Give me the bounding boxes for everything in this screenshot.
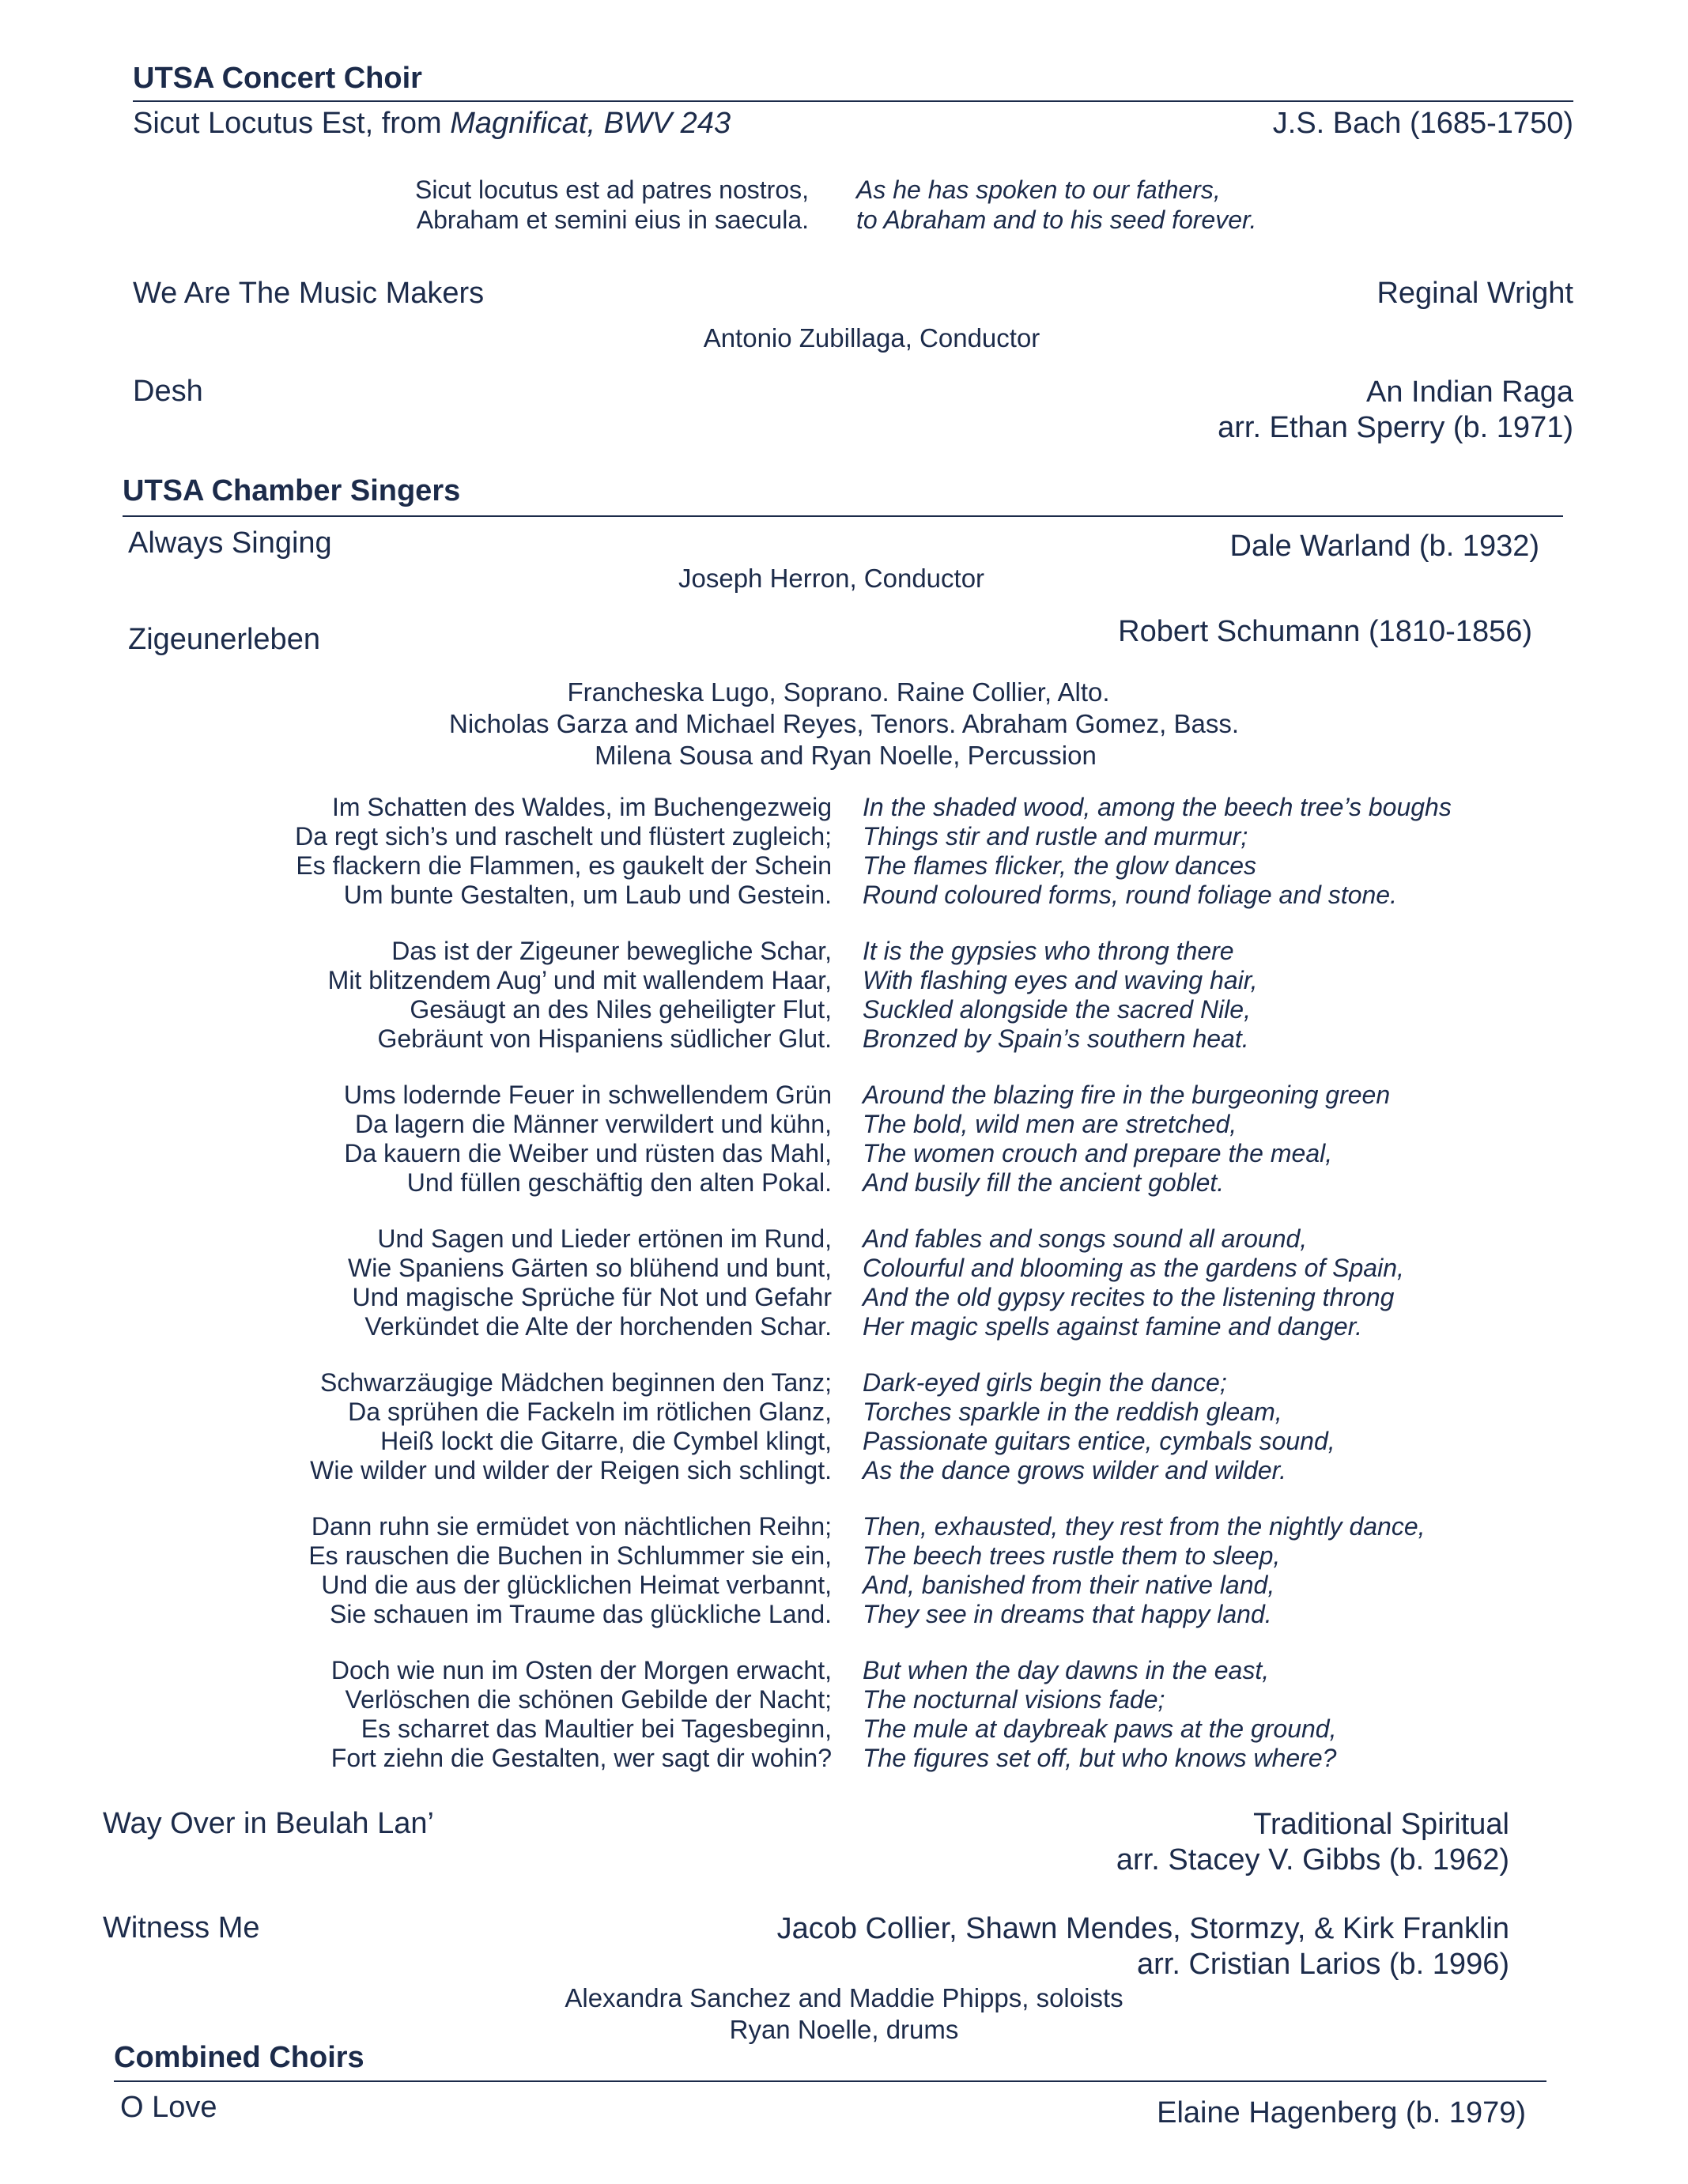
stanza-german bbox=[331, 1656, 832, 1773]
translation-line: The mule at daybreak paws at the ground, bbox=[863, 1714, 1337, 1743]
piece-title-zigeunerleben: Zigeunerleben bbox=[128, 623, 320, 656]
lyric-line: Da regt sich’s und raschelt und flüstert zugleich; bbox=[295, 822, 832, 851]
piece-title-desh: Desh bbox=[133, 375, 203, 408]
translation-line: The nocturnal visions fade; bbox=[863, 1685, 1165, 1714]
lyric-line: Fort ziehn die Gestalten, wer sagt dir wohin? bbox=[330, 1744, 832, 1772]
translation-line: They see in dreams that happy land. bbox=[863, 1600, 1272, 1628]
lyric-line: Schwarzäugige Mädchen beginnen den Tanz; bbox=[320, 1368, 832, 1397]
translation-line: Torches sparkle in the reddish gleam, bbox=[863, 1398, 1282, 1426]
translation-line: In the shaded wood, among the beech tree’s boughs bbox=[863, 793, 1452, 821]
translation-line: Things stir and rustle and murmur; bbox=[863, 822, 1248, 851]
lyric-line: Doch wie nun im Osten der Morgen erwacht, bbox=[330, 1656, 832, 1684]
translation-line: Around the blazing fire in the burgeoning green bbox=[863, 1081, 1391, 1109]
piece-title-always-singing: Always Singing bbox=[128, 526, 332, 560]
lyric-line: Und füllen geschäftig den alten Pokal. bbox=[406, 1168, 832, 1197]
stanza-german bbox=[348, 1224, 832, 1341]
lyric-line: Im Schatten des Waldes, im Buchengezweig bbox=[331, 793, 832, 821]
composer-bach: J.S. Bach (1685-1750) bbox=[1272, 107, 1573, 140]
translation-line: The flames flicker, the glow dances bbox=[863, 851, 1257, 880]
translation-line: Round coloured forms, round foliage and stone. bbox=[863, 881, 1397, 909]
lyric-line: Verlöschen die schönen Gebilde der Nacht; bbox=[345, 1685, 832, 1714]
translation-line: And the old gypsy recites to the listening throng bbox=[863, 1283, 1395, 1311]
translation-line: The beech trees rustle them to sleep, bbox=[863, 1541, 1281, 1570]
soloists-credit: Alexandra Sanchez and Maddie Phipps, soloists Ryan Noelle, drums bbox=[565, 1983, 1123, 2044]
translation-line: The women crouch and prepare the meal, bbox=[863, 1139, 1333, 1167]
lyric-line: Es scharret das Maultier bei Tagesbeginn, bbox=[361, 1714, 832, 1743]
translation-line: As the dance grows wilder and wilder. bbox=[863, 1456, 1286, 1484]
stanza-english bbox=[863, 937, 1258, 1054]
section-heading-chamber-singers: UTSA Chamber Singers bbox=[123, 474, 461, 507]
conductor-credit: Antonio Zubillaga, Conductor bbox=[703, 323, 1040, 353]
lyric-line: Es flackern die Flammen, es gaukelt der Schein bbox=[296, 851, 832, 880]
lyric-line: Heiß lockt die Gitarre, die Cymbel klingt, bbox=[380, 1427, 832, 1455]
translation-line: Colourful and blooming as the gardens of Spain, bbox=[863, 1254, 1404, 1282]
piece-title-o-love: O Love bbox=[120, 2091, 217, 2124]
performers-credit: Francheska Lugo, Soprano. Raine Collier, Alto. Nicholas Garza and Michael Reyes, Tenors. Abraham Gomez, Bass. Milena Sousa and Ryan Noelle, Percussion bbox=[0, 677, 1688, 771]
translation-line: The bold, wild men are stretched, bbox=[863, 1110, 1237, 1138]
lyric-line: Und Sagen und Lieder ertönen im Rund, bbox=[377, 1224, 832, 1253]
conductor-credit: Joseph Herron, Conductor bbox=[678, 564, 985, 593]
stanza-german bbox=[310, 1368, 832, 1485]
translation-line: And, banished from their native land, bbox=[863, 1571, 1275, 1599]
stanza-german bbox=[295, 793, 832, 910]
translation-line: With flashing eyes and waving hair, bbox=[863, 966, 1258, 994]
translation-line: Passionate guitars entice, cymbals sound, bbox=[863, 1427, 1335, 1455]
translation-line: And fables and songs sound all around, bbox=[863, 1224, 1308, 1253]
stanza-english bbox=[863, 1512, 1426, 1629]
piece-title-beulah: Way Over in Beulah Lan’ bbox=[103, 1807, 434, 1840]
stanza-english bbox=[863, 1368, 1335, 1485]
translation-line: The figures set off, but who knows where? bbox=[863, 1744, 1337, 1772]
lyric-line: Es rauschen die Buchen in Schlummer sie ein, bbox=[308, 1541, 832, 1570]
stanza-english bbox=[863, 1081, 1390, 1198]
section-divider bbox=[133, 100, 1573, 102]
lyric-line: Gesäugt an des Niles geheiligter Flut, bbox=[410, 995, 832, 1024]
composer-beulah: Traditional Spiritual arr. Stacey V. Gibbs (b. 1962) bbox=[1116, 1808, 1509, 1877]
stanza-english bbox=[863, 793, 1452, 910]
translation-line: Her magic spells against famine and danger. bbox=[863, 1312, 1363, 1341]
lyric-line: Um bunte Gestalten, um Laub und Gestein. bbox=[343, 881, 832, 909]
translation-line: But when the day dawns in the east, bbox=[863, 1656, 1270, 1684]
lyric-line: Und magische Sprüche für Not und Gefahr bbox=[352, 1283, 832, 1311]
lyric-line: Verkündet die Alte der horchenden Schar. bbox=[364, 1312, 832, 1341]
lyric-line: Da kauern die Weiber und rüsten das Mahl, bbox=[344, 1139, 832, 1167]
composer-always-singing: Dale Warland (b. 1932) bbox=[1229, 530, 1539, 563]
section-heading-combined-choirs: Combined Choirs bbox=[114, 2041, 364, 2074]
stanza-english bbox=[863, 1224, 1404, 1341]
latin-text: Sicut locutus est ad patres nostros, Abraham et semini eius in saecula. bbox=[414, 175, 809, 234]
translation-line: It is the gypsies who throng there bbox=[863, 937, 1234, 965]
lyric-line: Das ist der Zigeuner bewegliche Schar, bbox=[391, 937, 832, 965]
translation-line: Then, exhausted, they rest from the nightly dance, bbox=[863, 1512, 1426, 1541]
composer-zigeunerleben: Robert Schumann (1810-1856) bbox=[1118, 615, 1532, 648]
section-divider bbox=[114, 2080, 1546, 2082]
lyric-line: Sie schauen im Traume das glückliche Land. bbox=[329, 1600, 832, 1628]
translation-line: And busily fill the ancient goblet. bbox=[863, 1168, 1225, 1197]
stanza-german bbox=[308, 1512, 832, 1629]
composer-desh: An Indian Raga arr. Ethan Sperry (b. 1971) bbox=[1218, 375, 1573, 444]
piece-title-bach: Sicut Locutus Est, from Magnificat, BWV 243 bbox=[133, 107, 731, 140]
lyric-line: Und die aus der glücklichen Heimat verbannt, bbox=[321, 1571, 832, 1599]
lyric-line: Da lagern die Männer verwildert und kühn, bbox=[355, 1110, 832, 1138]
lyric-line: Wie Spaniens Gärten so blühend und bunt, bbox=[348, 1254, 832, 1282]
piece-title-witness-me: Witness Me bbox=[103, 1911, 260, 1944]
composer-music-makers: Reginal Wright bbox=[1376, 277, 1573, 310]
lyric-line: Gebräunt von Hispaniens südlicher Glut. bbox=[377, 1024, 832, 1053]
section-divider bbox=[123, 515, 1563, 517]
stanza-german bbox=[328, 937, 832, 1054]
stanza-english bbox=[863, 1656, 1336, 1773]
lyric-line: Wie wilder und wilder der Reigen sich schlingt. bbox=[310, 1456, 832, 1484]
composer-o-love: Elaine Hagenberg (b. 1979) bbox=[1157, 2096, 1526, 2129]
composer-witness-me: Jacob Collier, Shawn Mendes, Stormzy, & Kirk Franklin arr. Cristian Larios (b. 1996) bbox=[776, 1912, 1509, 1981]
lyric-line: Da sprühen die Fackeln im rötlichen Glanz, bbox=[348, 1398, 832, 1426]
section-heading-concert-choir: UTSA Concert Choir bbox=[133, 62, 422, 95]
percussion-credit: Milena Sousa and Ryan Noelle, Percussion bbox=[595, 741, 1097, 770]
stanza-german bbox=[344, 1081, 832, 1198]
lyric-line: Dann ruhn sie ermüdet von nächtlichen Reihn; bbox=[311, 1512, 832, 1541]
translation-line: Dark-eyed girls begin the dance; bbox=[863, 1368, 1227, 1397]
lyric-line: Ums lodernde Feuer in schwellendem Grün bbox=[343, 1081, 832, 1109]
latin-translation: As he has spoken to our fathers, to Abraham and to his seed forever. bbox=[856, 175, 1257, 234]
translation-line: Suckled alongside the sacred Nile, bbox=[863, 995, 1251, 1024]
translation-line: Bronzed by Spain’s southern heat. bbox=[863, 1024, 1249, 1053]
piece-title-music-makers: We Are The Music Makers bbox=[133, 277, 485, 310]
lyric-line: Mit blitzendem Aug’ und mit wallendem Haar, bbox=[327, 966, 832, 994]
